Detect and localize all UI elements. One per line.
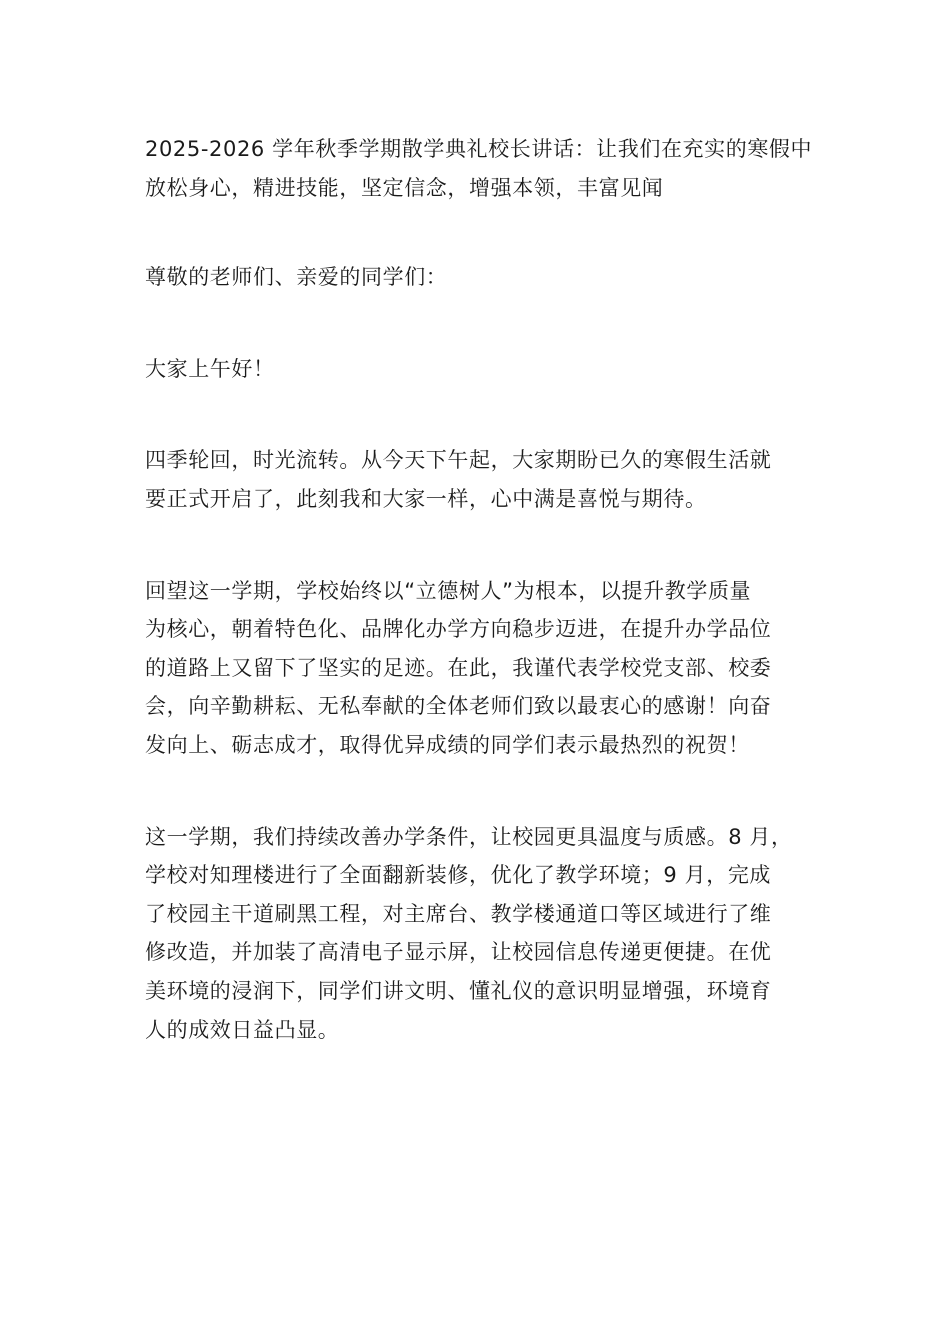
paragraph-line: 要正式开启了，此刻我和大家一样，心中满是喜悦与期待。 bbox=[145, 486, 707, 511]
paragraph-line: 为核心，朝着特色化、品牌化办学方向稳步迈进，在提升办学品位 bbox=[145, 617, 772, 642]
paragraph-line: 了校园主干道刷黑工程，对主席台、教学楼通道口等区域进行了维 bbox=[145, 901, 772, 926]
title-line: 放松身心，精进技能，坚定信念，增强本领，丰富见闻 bbox=[145, 175, 664, 200]
greeting-text: 大家上午好！ bbox=[145, 356, 275, 381]
paragraph-line: 发向上、砺志成才，取得优异成绩的同学们表示最热烈的祝贺！ bbox=[145, 732, 750, 757]
paragraph-line: 修改造，并加装了高清电子显示屏，让校园信息传递更便捷。在优 bbox=[145, 940, 772, 965]
title-line: 2025-2026 学年秋季学期散学典礼校长讲话：让我们在充实的寒假中 bbox=[145, 137, 813, 161]
salutation-text: 尊敬的老师们、亲爱的同学们： bbox=[145, 265, 448, 290]
paragraph-line: 人的成效日益凸显。 bbox=[145, 1017, 340, 1042]
paragraph-line: 四季轮回，时光流转。从今天下午起，大家期盼已久的寒假生活就 bbox=[145, 448, 772, 473]
paragraph-line: 会，向辛勤耕耘、无私奉献的全体老师们致以最衷心的感谢！向奋 bbox=[145, 694, 772, 719]
paragraph-line: 这一学期，我们持续改善办学条件，让校园更具温度与质感。8 月， bbox=[145, 824, 793, 849]
document-title bbox=[145, 130, 815, 207]
paragraph-3 bbox=[145, 818, 815, 1050]
paragraph-line: 学校对知理楼进行了全面翻新装修，优化了教学环境；9 月，完成 bbox=[145, 863, 772, 888]
paragraph-1 bbox=[145, 441, 815, 518]
paragraph-line: 的道路上又留下了坚实的足迹。在此，我谨代表学校党支部、校委 bbox=[145, 655, 772, 680]
paragraph-2 bbox=[145, 572, 815, 765]
greeting bbox=[145, 350, 815, 389]
document-body bbox=[145, 130, 815, 1102]
paragraph-line: 美环境的浸润下，同学们讲文明、懂礼仪的意识明显增强，环境育 bbox=[145, 978, 772, 1003]
salutation bbox=[145, 258, 815, 297]
paragraph-line: 回望这一学期，学校始终以“立德树人”为根本，以提升教学质量 bbox=[145, 578, 752, 603]
